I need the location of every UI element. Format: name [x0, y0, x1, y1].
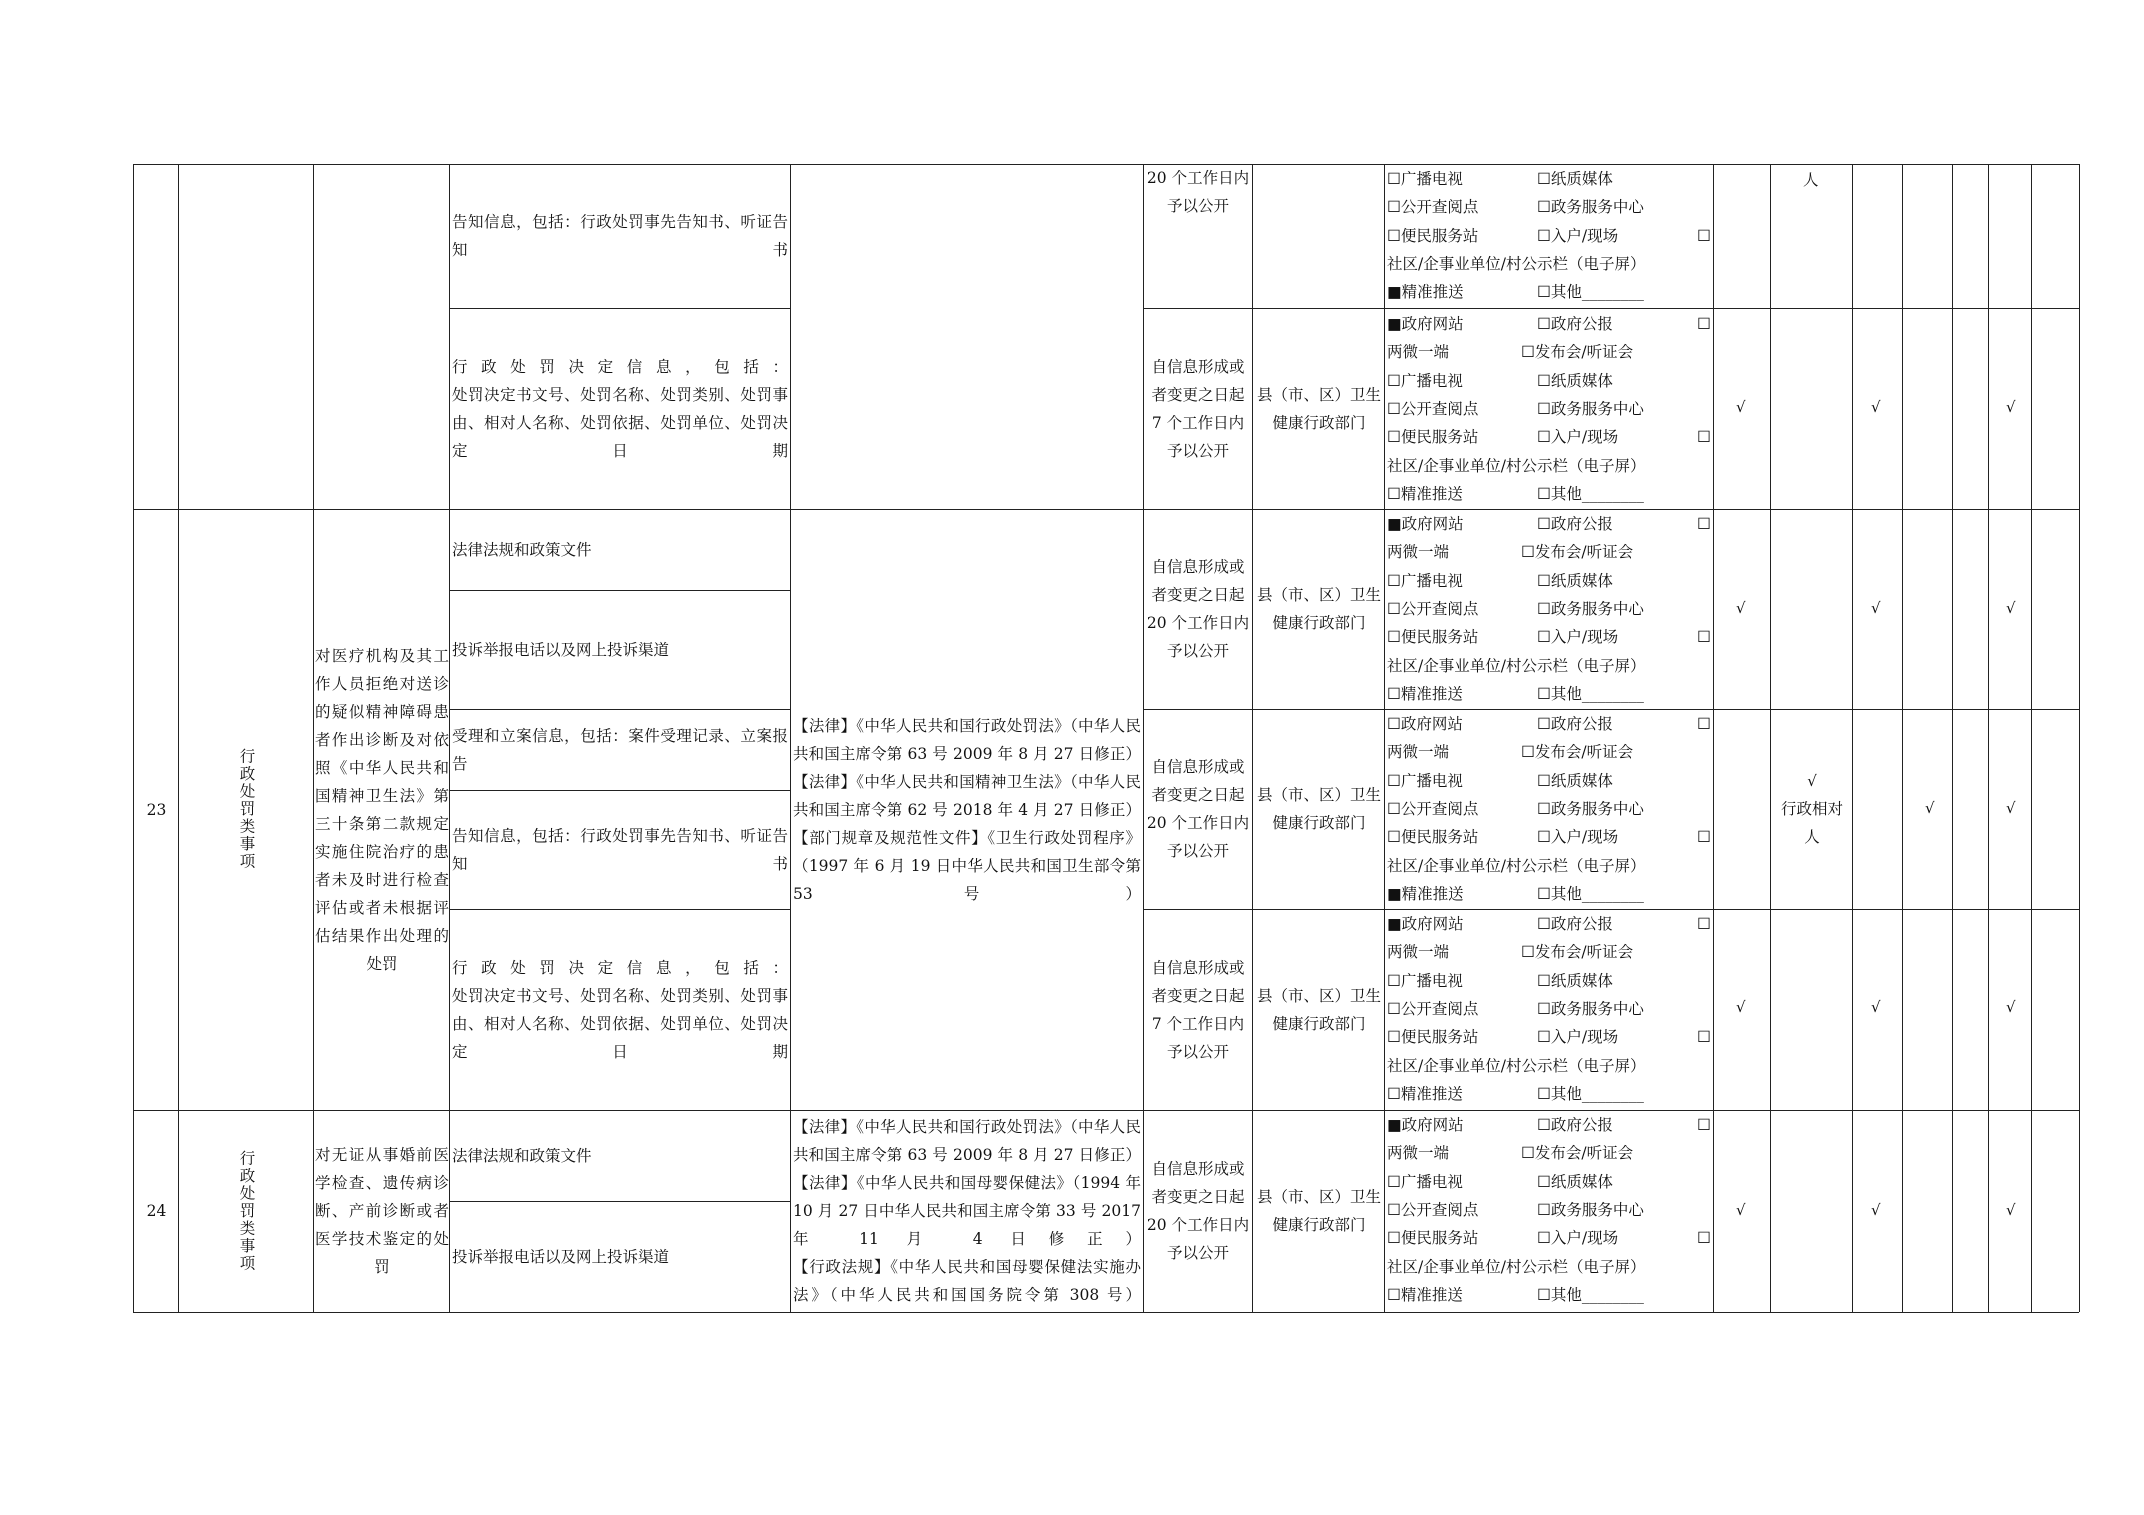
channel-household: ☐入户/现场	[1537, 628, 1619, 647]
grid-line	[2079, 164, 2080, 1312]
content-cell: 法律法规和政策文件	[452, 1146, 592, 1165]
channel-service-center: ☐政务服务中心	[1537, 198, 1644, 217]
channel-household: ☐入户/现场	[1537, 226, 1619, 245]
grid-line	[1384, 164, 1385, 1312]
item-cell: 对医疗机构及其工作人员拒绝对送诊的疑似精神障碍患者作出诊断及对依照《中华人民共和国精神卫生法》第三十条第二款规定实施住院治疗的患者未及时进行检查评估或者未根据评估结果作出处理的处罚	[315, 646, 449, 973]
check-mark: √	[2006, 1201, 2016, 1219]
time-limit-cell: 自信息形成或 者变更之日起 20 个工作日内 予以公开	[1146, 758, 1250, 860]
channel-press: ☐发布会/听证会	[1521, 943, 1634, 962]
channel-tv: ☐广播电视	[1387, 170, 1463, 188]
channel-box: ☐	[1697, 428, 1711, 447]
channel-household: ☐入户/现场	[1537, 828, 1619, 847]
grid-line	[1143, 164, 1144, 1312]
channel-tv: ☐广播电视	[1387, 1172, 1463, 1191]
grid-line	[178, 164, 179, 1312]
row-number: 24	[146, 1202, 167, 1220]
department-cell: 县（市、区）卫生 健康行政部门	[1256, 786, 1381, 832]
channel-gov-gazette: ☐政府公报	[1537, 515, 1613, 533]
legal-basis-cell: 【法律】《中华人民共和国行政处罚法》（中华人民共和国主席令第 63 号 2009 年 8 月 27 日修正） 【法律】《中华人民共和国精神卫生法》（中华人民共和国主席令第 62 号 2018 年 4 月 27 日修正） 【部门规章及规范性文件】《卫生行政处罚程序》（1997 年 6 月 19 日中华人民共和国卫生部令第 53 号）	[793, 716, 1141, 903]
channel-box: ☐	[1697, 628, 1711, 647]
channel-box: ☐	[1697, 828, 1711, 847]
legal-basis-cell: 【法律】《中华人民共和国行政处罚法》（中华人民共和国主席令第 63 号 2009 年 8 月 27 日修正） 【法律】《中华人民共和国母婴保健法》（1994 年 10 月 27 日中华人民共和国主席令第 33 号 2017 年 11 月 4 日修正） 【行政法规】《中华人民共和国母婴保健法实施办法》（中华人民共和国国务院令第 308 号）	[793, 1118, 1141, 1304]
channel-community: 社区/企事业单位/村公示栏（电子屏）	[1387, 456, 1646, 475]
channel-paper: ☐纸质媒体	[1537, 371, 1613, 390]
grid-line	[1988, 164, 1989, 1312]
channel-paper: ☐纸质媒体	[1537, 771, 1613, 790]
channel-gov-site: ☐政府网站	[1387, 715, 1463, 733]
channel-paper: ☐纸质媒体	[1537, 1172, 1613, 1191]
channel-paper: ☐纸质媒体	[1537, 170, 1613, 188]
grid-line	[1713, 164, 1714, 1312]
grid-line	[1852, 164, 1853, 1312]
channel-other: ☐其他________	[1537, 1084, 1644, 1103]
channel-community: 社区/企事业单位/村公示栏（电子屏）	[1387, 1056, 1646, 1075]
channel-paper: ☐纸质媒体	[1537, 971, 1613, 990]
channel-gov-site: ■政府网站	[1387, 315, 1464, 333]
channel-two-wei: 两微一端	[1387, 943, 1450, 962]
content-cell: 行政处罚决定信息，包括： 处罚决定书文号、处罚名称、处罚类别、处罚事由、相对人名称、处罚依据、处罚单位、处罚决定日期	[452, 958, 788, 1061]
grid-line	[1952, 164, 1953, 1312]
channel-community: 社区/企事业单位/村公示栏（电子屏）	[1387, 254, 1646, 273]
check-mark: √	[1871, 1201, 1881, 1219]
row-number: 23	[146, 800, 167, 819]
grid-line	[1252, 164, 1253, 1312]
channel-box: ☐	[1697, 226, 1711, 245]
category-cell: 行政处罚类事项	[237, 748, 256, 871]
channel-box: ☐	[1697, 515, 1711, 533]
content-cell: 告知信息，包括：行政处罚事先告知书、听证告知书	[452, 213, 788, 259]
channel-household: ☐入户/现场	[1537, 428, 1619, 447]
check-mark: √	[1925, 799, 1935, 817]
channel-box: ☐	[1697, 1229, 1711, 1248]
channel-two-wei: 两微一端	[1387, 343, 1450, 362]
time-limit-cell: 自信息形成或 者变更之日起 7 个工作日内 予以公开	[1151, 958, 1245, 1061]
channel-tv: ☐广播电视	[1387, 971, 1463, 990]
channel-reading: ☐公开查阅点	[1387, 198, 1479, 217]
item-cell: 对无证从事婚前医学检查、遗传病诊断、产前诊断或者医学技术鉴定的处罚	[315, 1146, 449, 1276]
grid-line	[449, 164, 450, 1312]
channel-box: ☐	[1697, 315, 1711, 333]
department-cell: 县（市、区）卫生 健康行政部门	[1256, 385, 1381, 432]
channel-press: ☐发布会/听证会	[1521, 743, 1634, 762]
channel-paper: ☐纸质媒体	[1537, 571, 1613, 590]
channel-push: ☐精准推送	[1387, 1285, 1463, 1304]
channel-press: ☐发布会/听证会	[1521, 343, 1634, 362]
check-mark: √	[1736, 599, 1746, 617]
channel-service-center: ☐政务服务中心	[1537, 399, 1644, 418]
channel-gov-gazette: ☐政府公报	[1537, 715, 1613, 733]
channel-press: ☐发布会/听证会	[1521, 1144, 1634, 1163]
content-cell: 法律法规和政策文件	[452, 540, 592, 559]
check-mark: √	[1736, 998, 1746, 1016]
grid-line	[133, 164, 134, 1312]
time-limit-cell: 自信息形成或 者变更之日起 7 个工作日内 予以公开	[1151, 357, 1245, 460]
check-mark: √	[1871, 398, 1881, 416]
channel-reading: ☐公开查阅点	[1387, 999, 1479, 1018]
channel-box: ☐	[1697, 1116, 1711, 1134]
channel-household: ☐入户/现场	[1537, 1028, 1619, 1047]
channel-other: ☐其他________	[1537, 484, 1644, 503]
channel-gov-gazette: ☐政府公报	[1537, 915, 1613, 933]
check-mark: √	[2006, 398, 2016, 416]
content-cell: 投诉举报电话以及网上投诉渠道	[452, 640, 670, 659]
channel-press: ☐发布会/听证会	[1521, 543, 1634, 562]
channel-station: ☐便民服务站	[1387, 1028, 1479, 1047]
content-cell: 告知信息，包括：行政处罚事先告知书、听证告知书	[452, 826, 788, 873]
content-cell: 投诉举报电话以及网上投诉渠道	[452, 1247, 670, 1266]
channel-service-center: ☐政务服务中心	[1537, 999, 1644, 1018]
category-cell: 行政处罚类事项	[237, 1149, 256, 1273]
check-mark: √	[2006, 599, 2016, 617]
channel-reading: ☐公开查阅点	[1387, 1200, 1479, 1219]
channel-gov-site: ■政府网站	[1387, 1116, 1464, 1134]
channel-gov-gazette: ☐政府公报	[1537, 1116, 1613, 1134]
time-limit-cell: 自信息形成或 者变更之日起 20 个工作日内 予以公开	[1146, 1160, 1250, 1262]
channel-gov-site: ■政府网站	[1387, 515, 1464, 533]
channel-two-wei: 两微一端	[1387, 543, 1450, 562]
grid-line	[1770, 164, 1771, 1312]
channel-push: ■精准推送	[1387, 884, 1464, 903]
check-mark: √	[2006, 998, 2016, 1016]
channel-other: ☐其他________	[1537, 1285, 1644, 1304]
department-cell: 县（市、区）卫生 健康行政部门	[1256, 986, 1381, 1033]
channel-tv: ☐广播电视	[1387, 771, 1463, 790]
grid-line	[2031, 164, 2032, 1312]
channel-other: ☐其他________	[1537, 283, 1644, 302]
channel-other: ☐其他________	[1537, 884, 1644, 903]
channel-community: 社区/企事业单位/村公示栏（电子屏）	[1387, 656, 1646, 675]
channel-service-center: ☐政务服务中心	[1537, 1200, 1644, 1219]
channel-push: ■精准推送	[1387, 283, 1464, 302]
channel-station: ☐便民服务站	[1387, 428, 1479, 447]
channel-reading: ☐公开查阅点	[1387, 399, 1479, 418]
check-mark: √	[1736, 1201, 1746, 1219]
grid-line	[133, 1312, 2079, 1313]
channel-service-center: ☐政务服务中心	[1537, 599, 1644, 618]
channel-station: ☐便民服务站	[1387, 828, 1479, 847]
channel-service-center: ☐政务服务中心	[1537, 799, 1644, 818]
time-limit-cell: 自信息形成或 者变更之日起 20 个工作日内 予以公开	[1146, 558, 1250, 660]
grid-line	[313, 164, 314, 1312]
channel-community: 社区/企事业单位/村公示栏（电子屏）	[1387, 1257, 1646, 1276]
channel-two-wei: 两微一端	[1387, 1144, 1450, 1163]
channel-gov-gazette: ☐政府公报	[1537, 315, 1613, 333]
channel-station: ☐便民服务站	[1387, 1229, 1479, 1248]
channel-box: ☐	[1697, 1028, 1711, 1047]
department-cell: 县（市、区）卫生 健康行政部门	[1256, 1188, 1381, 1234]
content-cell: 行政处罚决定信息，包括： 处罚决定书文号、处罚名称、处罚类别、处罚事由、相对人名称、处罚依据、处罚单位、处罚决定日期	[452, 357, 788, 460]
channel-reading: ☐公开查阅点	[1387, 799, 1479, 818]
channel-box: ☐	[1697, 915, 1711, 933]
content-cell: 受理和立案信息，包括：案件受理记录、立案报告	[452, 726, 788, 773]
channel-reading: ☐公开查阅点	[1387, 599, 1479, 618]
check-mark: √	[1736, 398, 1746, 416]
check-mark: √	[1871, 998, 1881, 1016]
target-cell: √ 行政相对 人	[1780, 772, 1843, 846]
check-mark: √	[2006, 799, 2016, 817]
target-person-fragment: 人	[1803, 171, 1819, 189]
channel-other: ☐其他________	[1537, 684, 1644, 703]
grid-line	[790, 164, 791, 1312]
channel-tv: ☐广播电视	[1387, 571, 1463, 590]
department-cell: 县（市、区）卫生 健康行政部门	[1256, 586, 1381, 632]
channel-push: ☐精准推送	[1387, 1084, 1463, 1103]
grid-line	[133, 164, 2079, 165]
grid-line	[1902, 164, 1903, 1312]
channel-gov-site: ■政府网站	[1387, 915, 1464, 933]
channel-box: ☐	[1697, 715, 1711, 733]
channel-community: 社区/企事业单位/村公示栏（电子屏）	[1387, 856, 1646, 875]
channel-household: ☐入户/现场	[1537, 1229, 1619, 1248]
channel-push: ☐精准推送	[1387, 484, 1463, 503]
check-mark: √	[1871, 599, 1881, 617]
channel-two-wei: 两微一端	[1387, 743, 1450, 762]
channel-station: ☐便民服务站	[1387, 226, 1479, 245]
channel-push: ☐精准推送	[1387, 684, 1463, 703]
channel-station: ☐便民服务站	[1387, 628, 1479, 647]
channel-tv: ☐广播电视	[1387, 371, 1463, 390]
time-limit-cell: 20 个工作日内 予以公开	[1146, 169, 1250, 215]
